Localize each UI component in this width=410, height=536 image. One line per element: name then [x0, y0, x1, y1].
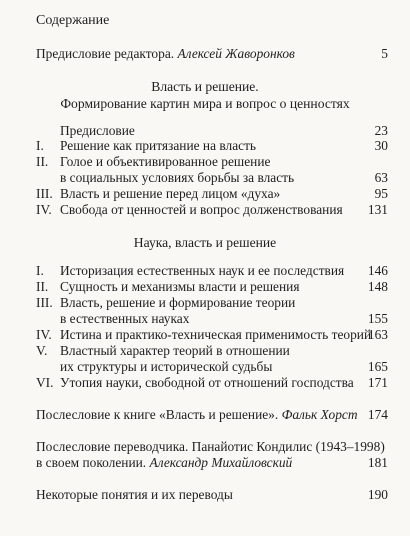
entry-text: Послесловие к книге «Власть и решение». — [36, 407, 279, 422]
entry-text: Решение как притязание на власть — [60, 138, 257, 153]
toc-entry — [36, 342, 388, 359]
entry-text: Власть и решение перед лицом «духа» — [60, 186, 281, 201]
entry-numeral: IV. — [36, 327, 52, 342]
entry-text: Власть, решение и формирование теории — [60, 295, 296, 310]
entry-numeral: II. — [36, 279, 49, 294]
entry-page-number: 174 — [367, 407, 388, 422]
entry-text: Истина и практико-техническая применимость теорий — [60, 327, 372, 342]
entry-page-number: 95 — [374, 186, 388, 201]
toc-entry-translator — [36, 438, 388, 455]
entry-text: в социальных условиях борьбы за власть — [60, 170, 295, 185]
toc-entry-editor-preface — [36, 45, 388, 62]
entry-numeral: I. — [36, 138, 44, 153]
entry-author: Фальк Хорст — [281, 407, 358, 422]
entry-page-number: 23 — [374, 123, 388, 138]
toc-entry-continuation — [36, 454, 388, 471]
entry-page-number: 146 — [367, 263, 388, 278]
entry-text: Некоторые понятия и их переводы — [36, 487, 233, 502]
entry-page-number: 190 — [367, 487, 388, 502]
entry-text: Сущность и механизмы власти и решения — [60, 279, 300, 294]
entry-page-number: 131 — [367, 202, 388, 217]
entry-numeral: III. — [36, 295, 53, 310]
toc-entry — [36, 278, 388, 295]
part2-heading: Наука, власть и решение — [133, 235, 277, 250]
toc-entry — [36, 201, 388, 218]
entry-numeral: VI. — [36, 375, 54, 390]
entry-text: Властный характер теорий в отношении — [60, 343, 290, 358]
toc-entry — [36, 326, 388, 343]
entry-page-number: 155 — [367, 311, 388, 326]
entry-text: Предисловие редактора. — [36, 46, 175, 61]
toc-entry — [36, 374, 388, 391]
part1-heading-line1: Власть и решение. — [151, 79, 259, 94]
entry-page-number: 171 — [367, 375, 388, 390]
entry-text: Предисловие — [60, 123, 135, 138]
toc-entry-glossary — [36, 486, 388, 503]
entry-numeral: I. — [36, 263, 44, 278]
toc-entry — [36, 294, 388, 311]
page-title: Содержание — [36, 13, 110, 28]
part1-heading-line2: Формирование картин мира и вопрос о ценностях — [60, 96, 350, 111]
entry-numeral: V. — [36, 343, 48, 358]
entry-text: их структуры и исторической судьбы — [60, 359, 273, 374]
entry-numeral: II. — [36, 154, 49, 169]
entry-text: Свобода от ценностей и вопрос долженствования — [60, 202, 343, 217]
toc-entry — [36, 262, 388, 279]
entry-numeral: III. — [36, 186, 53, 201]
entry-page-number: 163 — [367, 327, 388, 342]
entry-text: Историзация естественных наук и ее последствия — [60, 263, 345, 278]
toc-entry — [36, 137, 388, 154]
entry-text: Послесловие переводчика. Панайотис Кондилис (1943–1998) — [36, 439, 385, 454]
entry-text: Утопия науки, свободной от отношений господства — [60, 375, 354, 390]
entry-page-number: 30 — [374, 138, 388, 153]
entry-page-number: 148 — [367, 279, 388, 294]
entry-text: в естественных науках — [60, 311, 190, 326]
toc-entry-afterword — [36, 406, 388, 423]
entry-page-number: 181 — [367, 455, 388, 470]
toc-entry — [36, 185, 388, 202]
entry-text: в своем поколении. — [36, 455, 147, 470]
entry-page-number: 165 — [367, 359, 388, 374]
entry-page-number: 5 — [381, 46, 388, 61]
entry-text: Голое и объективированное решение — [60, 154, 271, 169]
toc-entry — [36, 153, 388, 170]
entry-numeral: IV. — [36, 202, 52, 217]
entry-author: Алексей Жаворонков — [177, 46, 295, 61]
entry-author: Александр Михайловский — [149, 455, 293, 470]
entry-page-number: 63 — [374, 170, 388, 185]
